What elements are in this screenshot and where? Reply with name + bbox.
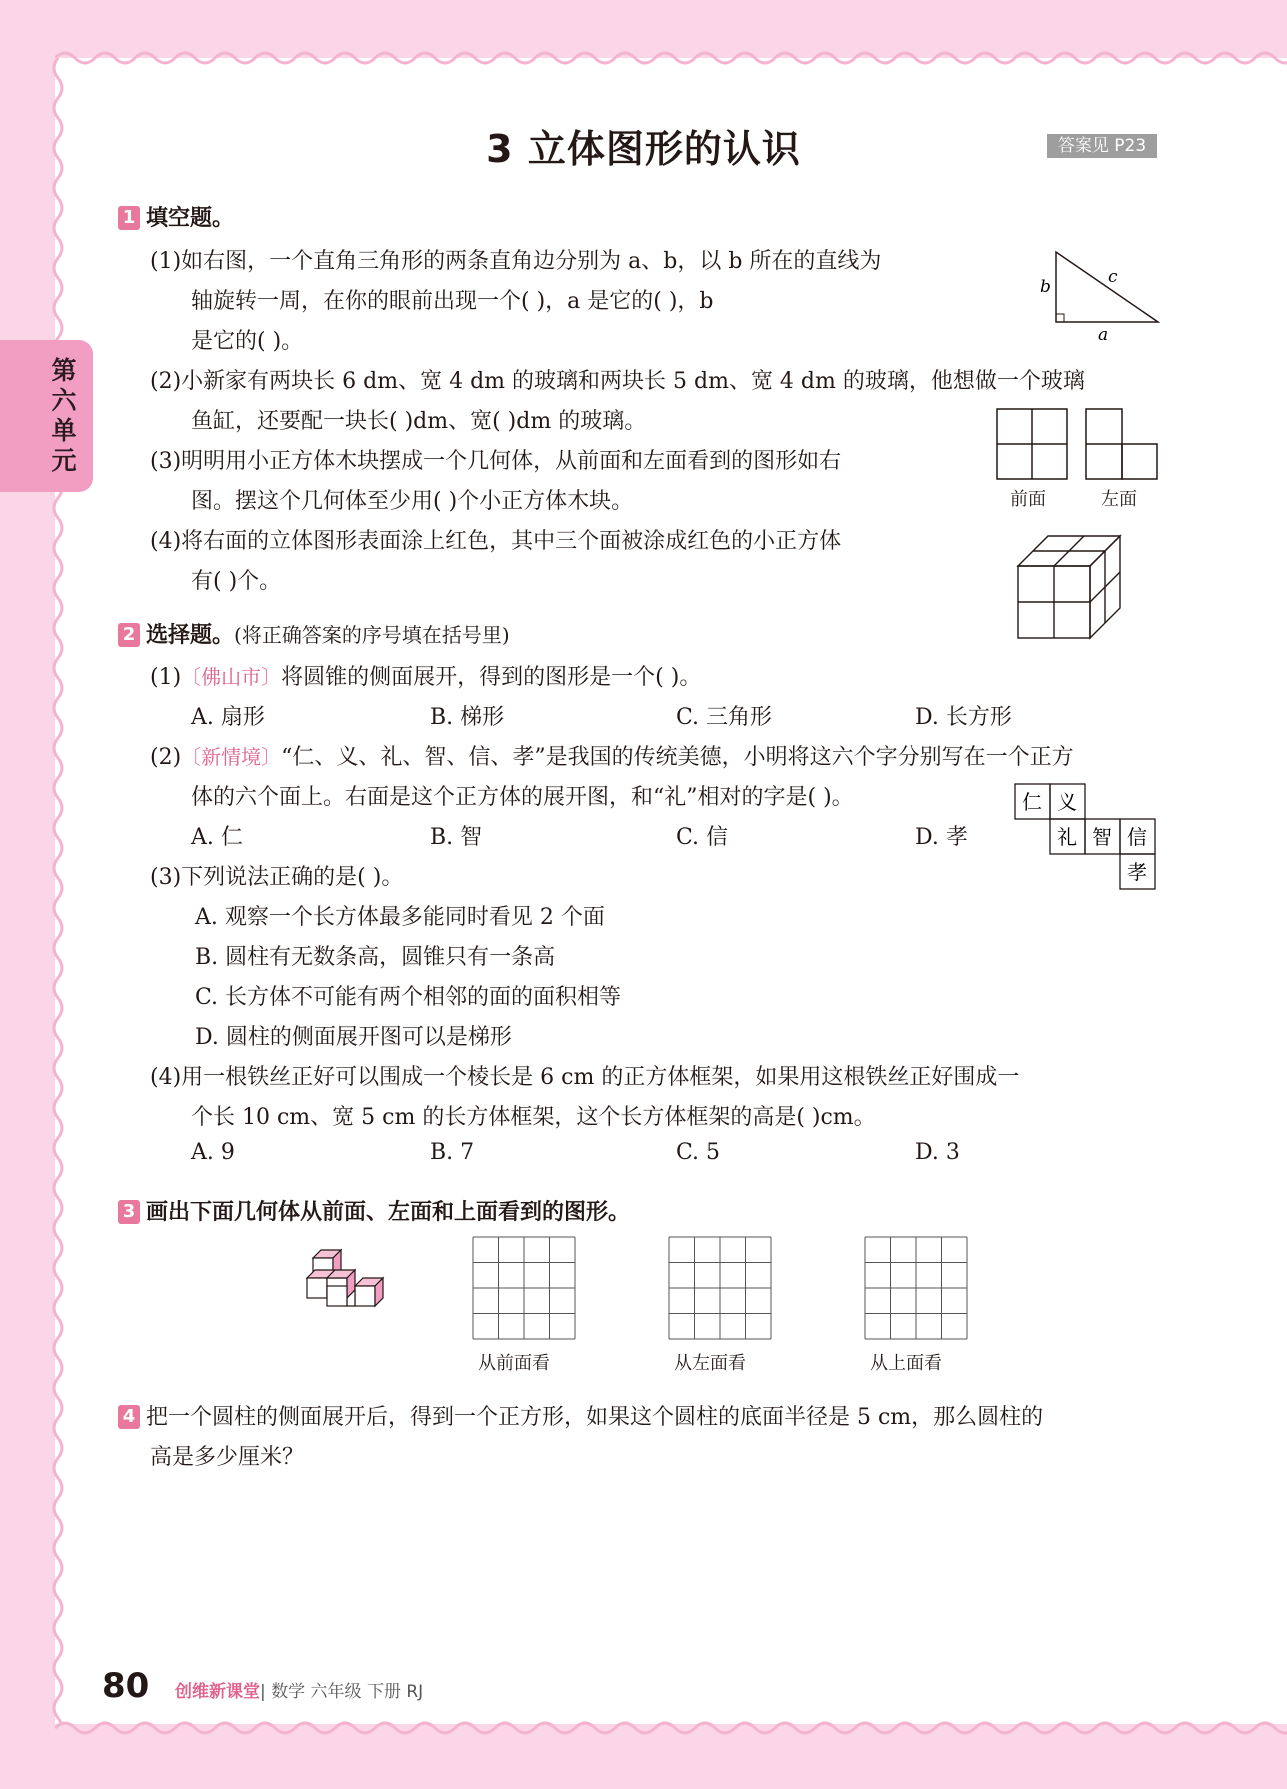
q2-3-option-c[interactable]: C. 长方体不可能有两个相邻的面的面积相等 — [195, 985, 622, 1010]
section-number: 1 — [118, 206, 140, 230]
q2-2-line2: 体的六个面上。右面是这个正方体的展开图，和“礼”相对的字是( )。 — [191, 785, 854, 810]
grid-front-label: 从前面看 — [478, 1353, 550, 1374]
q2-3-option-d[interactable]: D. 圆柱的侧面展开图可以是梯形 — [195, 1025, 512, 1050]
q2-4-line2: 个长 10 cm、宽 5 cm 的长方体框架，这个长方体框架的高是( )cm。 — [191, 1105, 876, 1130]
drawing-grid-top[interactable] — [864, 1236, 968, 1340]
q2-4-option-d[interactable]: D. 3 — [915, 1140, 960, 1165]
q2-4-option-b[interactable]: B. 7 — [430, 1140, 475, 1165]
q2-1-option-c[interactable]: C. 三角形 — [676, 705, 773, 730]
q2-3-stem: (3)下列说法正确的是( )。 — [150, 865, 404, 890]
q2-2-option-c[interactable]: C. 信 — [676, 825, 729, 850]
section-number: 2 — [118, 623, 140, 647]
section-4-text: 把一个圆柱的侧面展开后，得到一个正方形，如果这个圆柱的底面半径是 5 cm，那么圆柱的 — [146, 1405, 1044, 1430]
q1-2-line2: 鱼缸，还要配一块长( )dm、宽( )dm 的玻璃。 — [191, 409, 647, 434]
net-face: 礼 — [1057, 825, 1077, 849]
q2-1-stem — [150, 660, 701, 691]
q1-1-line3: 是它的( )。 — [191, 329, 304, 354]
section-4-heading — [118, 1400, 1043, 1431]
q2-4-option-c[interactable]: C. 5 — [676, 1140, 721, 1165]
section-label: 选择题。 — [146, 623, 235, 648]
q2-2-source-tag: 〔新情境〕 — [181, 745, 282, 769]
q2-1-option-b[interactable]: B. 梯形 — [430, 705, 505, 730]
net-face: 信 — [1127, 825, 1147, 849]
q2-2-number: (2) — [150, 745, 182, 770]
page-title: 3 立体图形的认识 — [486, 127, 801, 171]
q2-4-option-a[interactable]: A. 9 — [191, 1140, 235, 1165]
right-triangle-figure — [1030, 244, 1170, 344]
drawing-grid-front[interactable] — [472, 1236, 576, 1340]
section-3-heading — [118, 1195, 630, 1226]
q1-1-line2: 轴旋转一周，在你的眼前出现一个( )，a 是它的( )，b — [191, 289, 714, 314]
section-4-text-line2: 高是多少厘米？ — [150, 1445, 305, 1470]
q2-3-option-b[interactable]: B. 圆柱有无数条高，圆锥只有一条高 — [195, 945, 556, 970]
section-label: 填空题。 — [146, 206, 235, 231]
footer-series — [175, 1677, 423, 1702]
q2-2-stem — [150, 740, 1074, 771]
top-wave-border — [55, 44, 1287, 74]
cube-net-figure — [1014, 783, 1158, 891]
painted-cube-figure — [1016, 534, 1128, 642]
triangle-label-c: c — [1108, 267, 1118, 287]
q1-1-line1: (1)如右图，一个直角三角形的两条直角边分别为 a、b，以 b 所在的直线为 — [150, 249, 882, 274]
net-face: 仁 — [1022, 790, 1042, 814]
grid-top-label: 从上面看 — [870, 1353, 942, 1374]
q2-1-text: 将圆锥的侧面展开，得到的图形是一个( )。 — [281, 665, 702, 690]
q2-2-option-b[interactable]: B. 智 — [430, 825, 483, 850]
answer-reference-badge: 答案见 P23 — [1047, 134, 1157, 158]
stacked-cubes-figure — [305, 1248, 405, 1322]
section-note: (将正确答案的序号填在括号里) — [234, 623, 510, 647]
triangle-label-a: a — [1098, 325, 1109, 344]
q2-1-option-d[interactable]: D. 长方形 — [915, 705, 1012, 730]
q1-3-line1: (3)明明用小正方体木块摆成一个几何体，从前面和左面看到的图形如右 — [150, 449, 842, 474]
bottom-wave-border — [55, 1714, 1287, 1744]
page-number: 80 — [102, 1666, 150, 1706]
q2-2-option-d[interactable]: D. 孝 — [915, 825, 968, 850]
grid-left-label: 从左面看 — [674, 1353, 746, 1374]
section-2-heading — [118, 618, 510, 649]
q2-1-number: (1) — [150, 665, 182, 690]
net-face: 孝 — [1127, 860, 1147, 884]
footer-info: | 数学 六年级 下册 RJ — [260, 1682, 424, 1702]
q2-1-source-tag: 〔佛山市〕 — [181, 665, 282, 689]
q2-1-option-a[interactable]: A. 扇形 — [191, 705, 265, 730]
drawing-grid-left[interactable] — [668, 1236, 772, 1340]
left-view-figure — [1085, 408, 1159, 482]
q2-4-line1: (4)用一根铁丝正好可以围成一个棱长是 6 cm 的正方体框架，如果用这根铁丝正好围成一 — [150, 1065, 1020, 1090]
section-label: 画出下面几何体从前面、左面和上面看到的图形。 — [146, 1200, 631, 1225]
net-face: 智 — [1092, 825, 1112, 849]
q2-3-option-a[interactable]: A. 观察一个长方体最多能同时看见 2 个面 — [195, 905, 605, 930]
net-face: 义 — [1057, 790, 1077, 814]
footer-brand: 创维新课堂 — [175, 1682, 260, 1702]
q2-2-option-a[interactable]: A. 仁 — [191, 825, 243, 850]
q1-4-line2: 有( )个。 — [191, 569, 282, 594]
section-number: 3 — [118, 1200, 140, 1224]
front-view-figure — [996, 408, 1068, 482]
left-wave-border — [48, 58, 68, 1724]
q1-4-line1: (4)将右面的立体图形表面涂上红色，其中三个面被涂成红色的小正方体 — [150, 529, 842, 554]
left-view-label: 左面 — [1101, 489, 1137, 510]
q1-3-line2: 图。摆这个几何体至少用( )个小正方体木块。 — [191, 489, 634, 514]
q2-2-text: “仁、义、礼、智、信、孝”是我国的传统美德，小明将这六个字分别写在一个正方 — [281, 745, 1074, 770]
unit-tab-label: 第六单元 — [51, 356, 77, 475]
triangle-label-b: b — [1040, 277, 1051, 297]
section-number: 4 — [118, 1405, 140, 1429]
q1-2-line1: (2)小新家有两块长 6 dm、宽 4 dm 的玻璃和两块长 5 dm、宽 4 dm 的玻璃，他想做一个玻璃 — [150, 369, 1085, 394]
front-view-label: 前面 — [1010, 489, 1046, 510]
section-1-heading — [118, 201, 234, 232]
